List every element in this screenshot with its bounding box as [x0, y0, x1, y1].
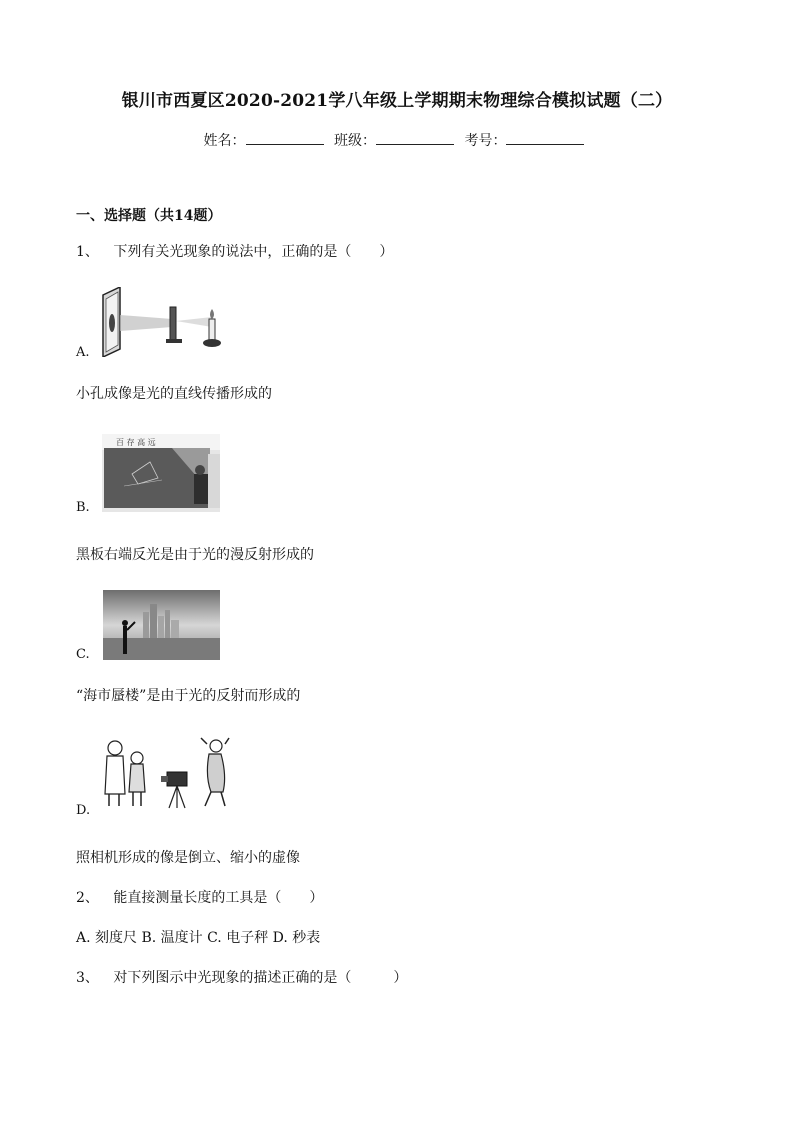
question-3: [76, 969, 407, 987]
question-number: 2、: [76, 890, 99, 906]
option-d-text: 照相机形成的像是倒立、缩小的虚像: [76, 850, 300, 866]
student-info-line: [0, 130, 794, 150]
class-blank: [376, 131, 454, 145]
question-stem: 对下列图示中光现象的描述正确的是（ ）: [113, 970, 408, 986]
question-stem: 能直接测量长度的工具是（ ）: [113, 890, 324, 906]
section-heading: 一、选择题（共14题）: [76, 208, 222, 224]
page-title: 银川市西夏区2020-2021学八年级上学期期末物理综合模拟试题（二）: [121, 91, 673, 111]
mirage-image: [103, 590, 220, 660]
option-d-label: D.: [76, 803, 91, 818]
question-number: 3、: [76, 970, 99, 986]
svg-text:百 存 高 远: 百 存 高 远: [116, 438, 156, 447]
question-1: [76, 243, 393, 261]
option-a-label: A.: [76, 345, 90, 360]
option-b-text: 黑板右端反光是由于光的漫反射形成的: [76, 547, 314, 563]
option-a-text: 小孔成像是光的直线传播形成的: [76, 386, 272, 402]
option-c-label: C.: [76, 647, 90, 662]
blackboard-image: [102, 434, 220, 512]
option-b-label: B.: [76, 500, 90, 515]
question-stem: 下列有关光现象的说法中，正确的是（ ）: [113, 244, 394, 260]
name-blank: [246, 131, 324, 145]
question-2: [76, 889, 323, 907]
exam-number-blank: [506, 131, 584, 145]
class-label: 班级：: [334, 133, 376, 149]
name-label: 姓名：: [203, 133, 246, 149]
exam-number-label: 考号：: [464, 133, 507, 149]
question-2-options: A. 刻度尺 B. 温度计 C. 电子秤 D. 秒表: [76, 930, 321, 946]
option-c-text: “海市蜃楼”是由于光的反射而形成的: [76, 688, 301, 704]
camera-cartoon-image: [101, 736, 231, 810]
pinhole-camera-image: [100, 287, 224, 357]
question-number: 1、: [76, 244, 99, 260]
